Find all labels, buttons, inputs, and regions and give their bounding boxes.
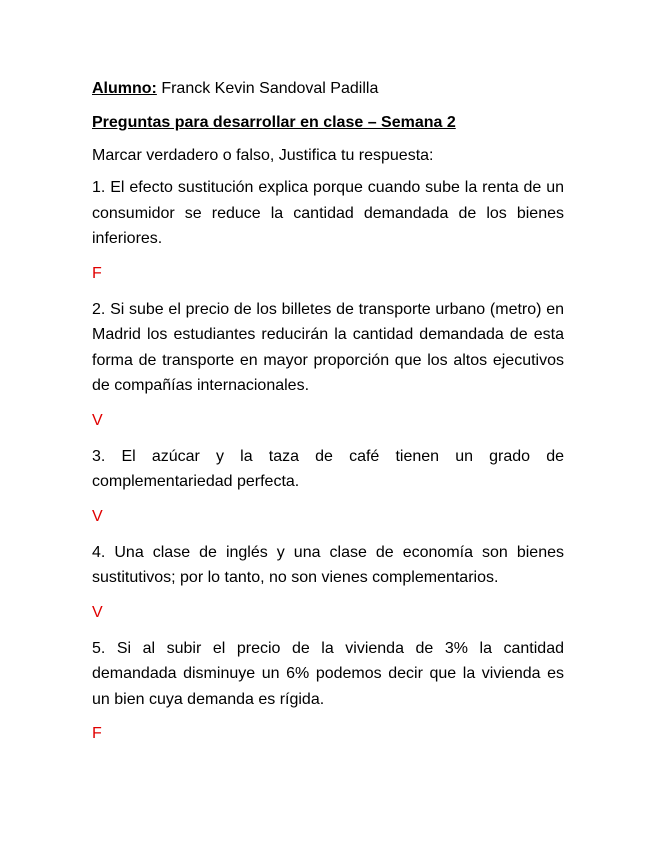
student-label: Alumno:	[92, 80, 157, 97]
answer-1: F	[92, 264, 102, 282]
answer-5: F	[92, 725, 102, 742]
question-3: 3. El azúcar y la taza de café tienen un grado de complementariedad perfecta.	[92, 447, 564, 490]
question-1: 1. El efecto sustitución explica porque cuando sube la renta de un consumidor se reduce la cantidad demandada de los bienes inferiores.	[92, 179, 564, 247]
question-4: 4. Una clase de inglés y una clase de economía son bienes sustitutivos; por lo tanto, no son vienes complementarios.	[92, 543, 564, 586]
question-2: 2. Si sube el precio de los billetes de transporte urbano (metro) en Madrid los estudiantes reducirán la cantidad demandada de esta forma de transporte en mayor proporción que los altos ejecutivos de compañías internacionales.	[92, 300, 564, 394]
question-5: 5. Si al subir el precio de la vivienda de 3% la cantidad demandada disminuye un 6% podemos decir que la vivienda es un bien cuya demanda es rígida.	[92, 639, 564, 708]
answer-2: V	[92, 411, 103, 429]
student-line	[92, 76, 564, 102]
student-name: Franck Kevin Sandoval Padilla	[161, 80, 379, 97]
document-subtitle: Preguntas para desarrollar en clase – Semana 2	[92, 114, 456, 131]
answer-4: V	[92, 603, 103, 621]
answer-3: V	[92, 507, 103, 525]
document-page	[92, 76, 564, 757]
instruction-text: Marcar verdadero o falso, Justifica tu respuesta:	[92, 147, 434, 164]
